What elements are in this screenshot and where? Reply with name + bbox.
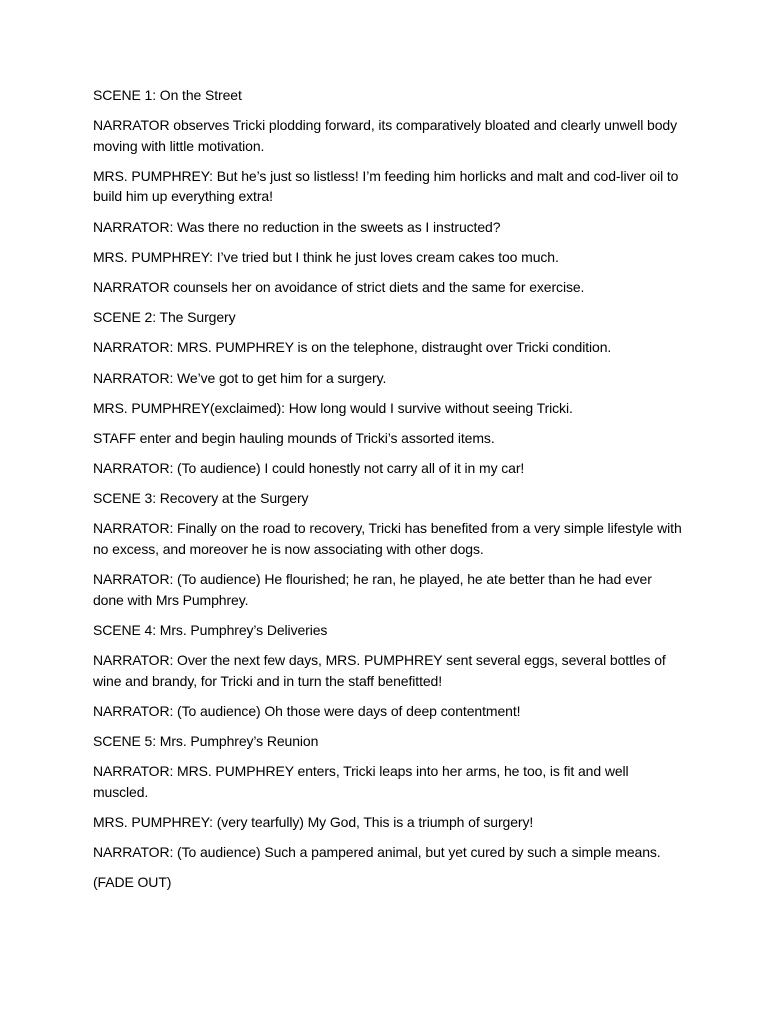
narrator-line: NARRATOR: (To audience) I could honestly not carry all of it in my car! [93, 460, 525, 477]
narrator-line: NARRATOR counsels her on avoidance of strict diets and the same for exercise. [93, 278, 585, 295]
mrs-pumphrey-line: MRS. PUMPHREY: I’ve tried but I think he just loves cream cakes too much. [93, 248, 559, 265]
scene-5-heading: SCENE 5: Mrs. Pumphrey’s Reunion [93, 732, 319, 749]
scene-4-heading: SCENE 4: Mrs. Pumphrey’s Deliveries [93, 621, 328, 638]
document-page [93, 85, 683, 902]
fade-out-direction: (FADE OUT) [93, 874, 172, 891]
mrs-pumphrey-line: MRS. PUMPHREY: But he’s just so listless! I’m feeding him horlicks and malt and cod-liver oil to build him up everything extra! [93, 167, 679, 205]
narrator-line: NARRATOR: (To audience) Oh those were days of deep contentment! [93, 702, 521, 719]
scene-1-heading: SCENE 1: On the Street [93, 87, 242, 103]
narrator-line: NARRATOR: Finally on the road to recovery, Tricki has benefited from a very simple lifestyle with no excess, and moreover he is now associating with other dogs. [93, 520, 682, 557]
narrator-line: NARRATOR: (To audience) Such a pampered animal, but yet cured by such a simple means. [93, 843, 661, 860]
narrator-line: NARRATOR: (To audience) He flourished; he ran, he played, he ate better than he had ever done with Mrs Pumphrey. [93, 571, 652, 608]
mrs-pumphrey-line: MRS. PUMPHREY: (very tearfully) My God, This is a triumph of surgery! [93, 813, 534, 830]
staff-direction-line: STAFF enter and begin hauling mounds of Tricki’s assorted items. [93, 429, 495, 446]
narrator-line: NARRATOR: MRS. PUMPHREY enters, Tricki leaps into her arms, he too, is fit and well muscled. [93, 763, 629, 800]
narrator-line: NARRATOR: Over the next few days, MRS. PUMPHREY sent several eggs, several bottles of wine and brandy, for Tricki and in turn the staff benefitted! [93, 652, 666, 689]
narrator-line: NARRATOR: MRS. PUMPHREY is on the telephone, distraught over Tricki condition. [93, 339, 612, 356]
scene-2-heading: SCENE 2: The Surgery [93, 309, 236, 326]
narrator-line: NARRATOR: We’ve got to get him for a surgery. [93, 369, 387, 386]
narrator-line: NARRATOR observes Tricki plodding forward, its comparatively bloated and clearly unwell body moving with little motivation. [93, 117, 677, 154]
narrator-line: NARRATOR: Was there no reduction in the sweets as I instructed? [93, 218, 501, 235]
mrs-pumphrey-line: MRS. PUMPHREY(exclaimed): How long would I survive without seeing Tricki. [93, 399, 573, 416]
scene-3-heading: SCENE 3: Recovery at the Surgery [93, 490, 309, 507]
